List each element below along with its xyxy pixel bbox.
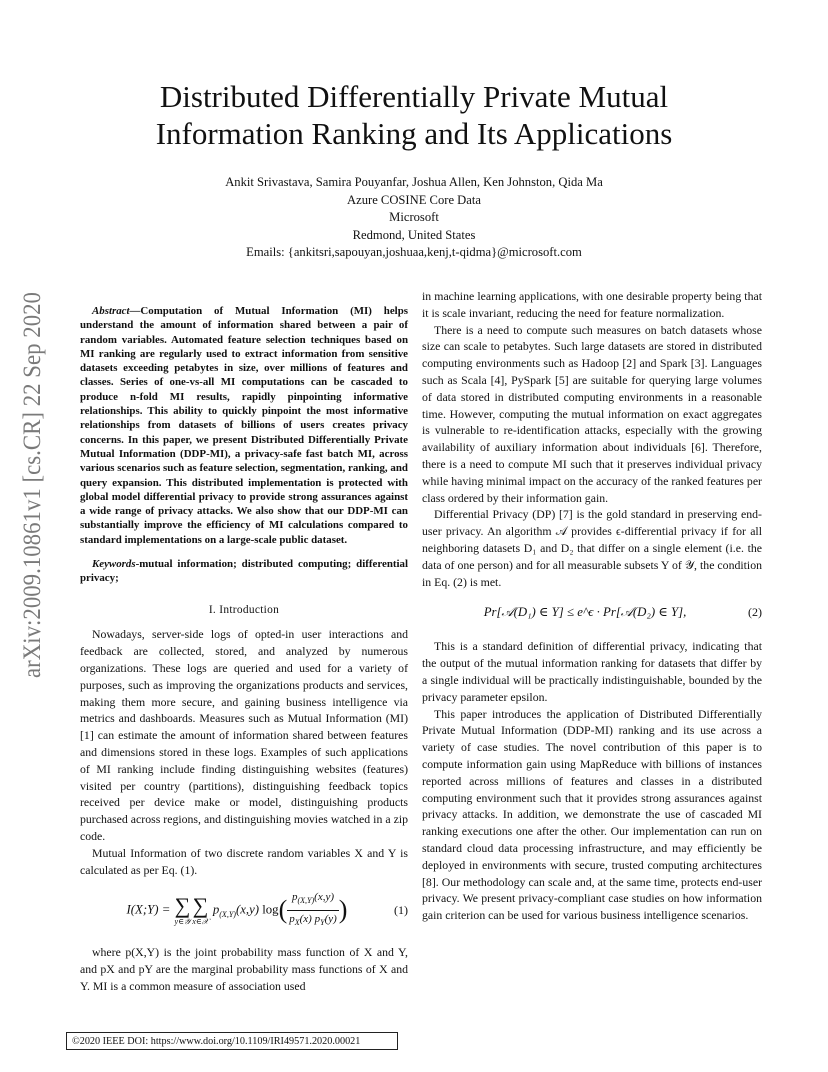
copyright-footer: ©2020 IEEE DOI: https://www.doi.org/10.1109/IRI49571.2020.00021 xyxy=(66,1032,398,1050)
right-column xyxy=(422,288,762,924)
equation-1-fraction: $\frac{p_{(X,Y)}(x,y)}{p_X(x) p_Y(y)}$ xyxy=(289,890,337,928)
equation-1-number: (1) xyxy=(394,902,408,917)
equation-1-body: I(X;Y) = ∑ y∈𝒴 ∑ x∈𝒳 $p_{(X,Y)}(x,y)$ log( $\frac{p_{(X,Y)}(x,y)}{p_X(x) p_Y(y)}$ ) xyxy=(80,889,394,932)
affiliation-group: Azure COSINE Core Data xyxy=(347,192,481,207)
intro-paragraph-2: Mutual Information of two discrete random variables X and Y is calculated as per Eq. (1). xyxy=(80,845,408,877)
equation-1 xyxy=(80,886,408,934)
left-column xyxy=(80,304,408,995)
affiliation-company: Microsoft xyxy=(389,210,439,225)
abstract xyxy=(80,304,408,547)
intro-paragraph-3: where p(X,Y) is the joint probability mass function of X and Y, and pX and pY are the marginal probability mass functions of X and Y. MI is a common measure of association used xyxy=(80,945,408,993)
arxiv-stamp xyxy=(6,290,52,680)
paper-title xyxy=(80,78,748,152)
keywords-label: Keywords xyxy=(92,558,136,571)
keywords-text: -mutual information; distributed computing; differential privacy; xyxy=(80,558,408,585)
title-line-2: Information Ranking and Its Applications xyxy=(155,116,673,151)
right-paragraph-4: This is a standard definition of differential privacy, indicating that the output of the mutual information ranking for datasets that differ by a single individual will be practically indistinguishable, bounded by the privacy parameter epsilon. xyxy=(422,639,762,704)
intro-paragraph-1: Nowadays, server-side logs of opted-in user interactions and feedback are collected, stored, and analyzed by numerous organizations. These logs are queried and used for a variety of purposes, such as improving the organizations products and services, making them more secure, and gaining business intelligence via metrics and dashboards. Measures such as Mutual Information (MI) [1] can estimate the amount of information shared between features and dimensions stored in these logs. Examples of such applications of MI ranking include finding distinguishing websites (features) visited per country (partitions), distinguishing feedback topics received per device make or model, distinguishing products purchased across regions, and distinguishing movies watched in a zip code. xyxy=(80,627,408,843)
author-emails: Emails: {ankitsri,sapouyan,joshuaa,kenj,t-qidma}@microsoft.com xyxy=(246,245,582,260)
right-paragraph-1: in machine learning applications, with one desirable property being that it is scale invariant, reducing the need for feature normalization. xyxy=(422,289,762,320)
abstract-text: —Computation of Mutual Information (MI) helps understand the amount of information shared between a pair of random variables. Automated feature selection techniques based on MI ranking are regularly used to extract information from sensitive datasets exceeding petabytes in size, over millions of features and classes. Series of one-vs-all MI computations can be cascaded to produce n-fold MI results, rapidly pinpointing informative relationships. This ability to quickly pinpoint the most informative relationships from datasets of billions of users creates privacy concerns. In this paper, we present Distributed Differentially Private Mutual Information (DDP-MI), a privacy-safe fast batch MI, across various scenarios such as feature selection, segmentation, ranking, and query expansion. This distributed implementation is protected with global model differential privacy to provide strong assurances against a wide range of privacy attacks. We also show that our DDP-MI can substantially improve the efficiency of MI calculations compared to standard implementations on a large-scale public dataset. xyxy=(80,305,408,546)
sum-symbol: ∑ x∈𝒳 xyxy=(192,892,209,926)
arxiv-sidebar xyxy=(6,290,52,680)
affiliation-location: Redmond, United States xyxy=(352,227,476,242)
title-line-1: Distributed Differentially Private Mutual xyxy=(159,79,669,114)
abstract-label: Abstract xyxy=(92,305,130,317)
author-block xyxy=(120,174,708,262)
equation-2 xyxy=(422,600,762,624)
sum-symbol: ∑ y∈𝒴 xyxy=(174,892,191,926)
equation-2-number: (2) xyxy=(748,604,762,619)
right-paragraph-3: Differential Privacy (DP) [7] is the gold standard in preserving end-user privacy. An algorithm 𝒜 provides ϵ-differential privacy if for all neighboring datasets D₁ and D₂ that differ on a single element (i.e. the data of one person) and for all measurable subsets Y of 𝒴, the condition in Eq. (2) is met. xyxy=(422,507,762,589)
keywords xyxy=(80,557,408,586)
right-paragraph-2: There is a need to compute such measures on batch datasets whose size can scale to petabytes. Such large datasets are stored in distributed computing environments such as Hadoop [2] and Spark [3]. Languages such as Scala [4], PySpark [5] are suitable for querying large volumes of data stored in distributed computing environments in a reasonable time. However, computing the mutual information on exact aggregates is vulnerable to re-identification attacks, especially with the growing availability of auxiliary information about individuals [6]. Therefore, there is a need to compute MI such that it preserves individual privacy while having minimal impact on the accuracy of the ranked features per class ordered by their information gain. xyxy=(422,322,762,505)
arxiv-identifier: arXiv:2009.10861v1 [cs.CR] 22 Sep 2020 xyxy=(19,290,46,678)
right-paragraph-5: This paper introduces the application of Distributed Differentially Private Mutual Information (DDP-MI) ranking and its use across a variety of case studies. The novel contribution of this paper is to compute information gain using MapReduce with billions of instances reported across millions of features and classes in a distributed computing environment such that it provides strong assurances against privacy attacks. In addition, we demonstrate the use of cascaded MI ranking executions one after the other. Our implementation can run on standard cloud data processing infrastructure, and may efficiently be deployed in environments with secure, trusted computing architectures [8]. Our methodology can scale and, at the same time, protects end-user privacy. We present privacy-compliant case studies on how information gain criterion can be used for various business intelligence scenarios. xyxy=(422,706,762,923)
section-heading-introduction: I. Introduction xyxy=(208,603,280,616)
author-names: Ankit Srivastava, Samira Pouyanfar, Joshua Allen, Ken Johnston, Qida Ma xyxy=(225,175,603,189)
equation-2-body: Pr[𝒜(D₁) ∈ Y] ≤ e^ϵ · Pr[𝒜(D₂) ∈ Y], xyxy=(483,604,687,619)
